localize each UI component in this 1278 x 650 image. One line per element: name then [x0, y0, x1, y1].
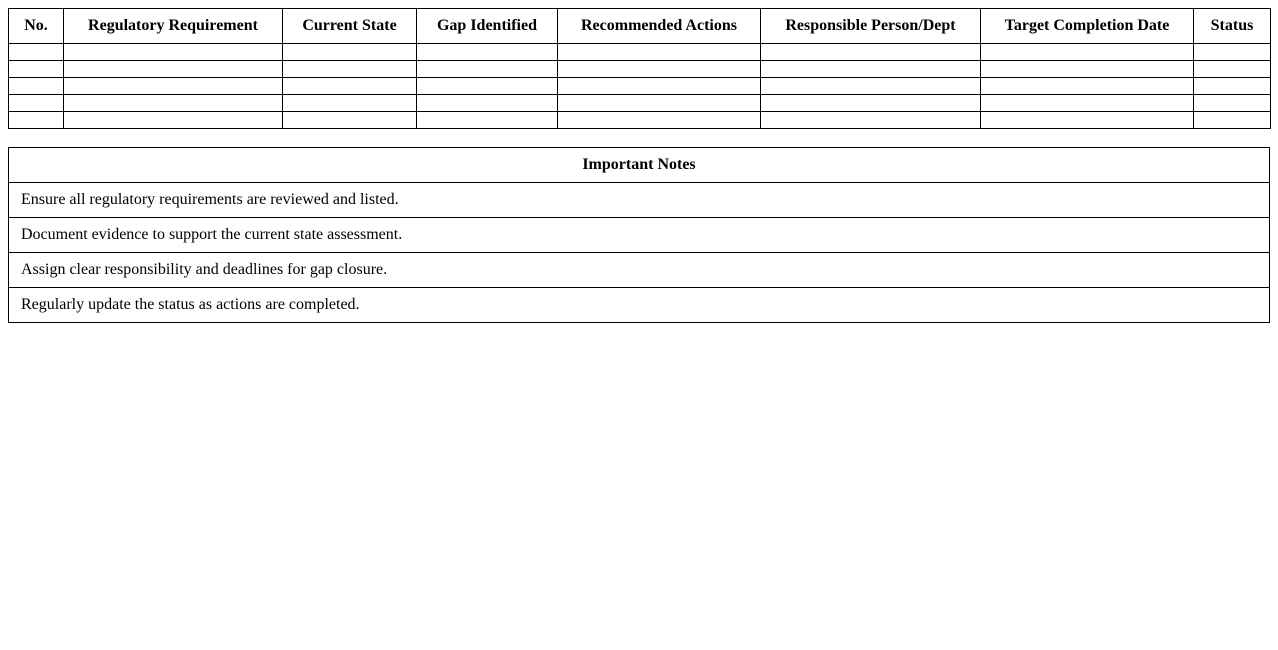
table-cell[interactable] [981, 61, 1194, 78]
header-regulatory-requirement: Regulatory Requirement [64, 9, 283, 44]
table-cell[interactable] [283, 61, 417, 78]
table-row [9, 95, 1271, 112]
table-cell[interactable] [64, 78, 283, 95]
table-cell[interactable] [558, 95, 761, 112]
table-cell[interactable] [64, 95, 283, 112]
table-cell[interactable] [761, 44, 981, 61]
table-cell[interactable] [9, 95, 64, 112]
table-cell[interactable] [9, 44, 64, 61]
gap-analysis-table [8, 8, 1271, 129]
header-current-state: Current State [283, 9, 417, 44]
note-row [9, 288, 1270, 323]
table-cell[interactable] [417, 78, 558, 95]
table-cell[interactable] [417, 44, 558, 61]
table-cell[interactable] [283, 78, 417, 95]
table-row [9, 61, 1271, 78]
table-header-row [9, 9, 1271, 44]
table-row [9, 78, 1271, 95]
note-item: Document evidence to support the current state assessment. [9, 218, 1270, 253]
note-row [9, 218, 1270, 253]
table-cell[interactable] [64, 61, 283, 78]
table-cell[interactable] [981, 112, 1194, 129]
table-cell[interactable] [558, 112, 761, 129]
table-row [9, 112, 1271, 129]
table-cell[interactable] [981, 78, 1194, 95]
header-no: No. [9, 9, 64, 44]
table-cell[interactable] [1194, 112, 1271, 129]
table-cell[interactable] [761, 78, 981, 95]
table-cell[interactable] [761, 95, 981, 112]
table-cell[interactable] [761, 112, 981, 129]
table-row [9, 44, 1271, 61]
table-cell[interactable] [417, 112, 558, 129]
table-cell[interactable] [9, 78, 64, 95]
table-cell[interactable] [64, 112, 283, 129]
note-row [9, 183, 1270, 218]
table-cell[interactable] [64, 44, 283, 61]
note-row [9, 253, 1270, 288]
table-cell[interactable] [417, 95, 558, 112]
notes-header-row [9, 148, 1270, 183]
note-item: Ensure all regulatory requirements are reviewed and listed. [9, 183, 1270, 218]
table-cell[interactable] [1194, 78, 1271, 95]
header-responsible-person: Responsible Person/Dept [761, 9, 981, 44]
table-cell[interactable] [9, 61, 64, 78]
header-gap-identified: Gap Identified [417, 9, 558, 44]
table-cell[interactable] [283, 44, 417, 61]
note-item: Assign clear responsibility and deadlines for gap closure. [9, 253, 1270, 288]
table-cell[interactable] [558, 61, 761, 78]
notes-title: Important Notes [9, 148, 1270, 183]
table-cell[interactable] [981, 95, 1194, 112]
table-cell[interactable] [283, 112, 417, 129]
table-cell[interactable] [1194, 95, 1271, 112]
note-item: Regularly update the status as actions are completed. [9, 288, 1270, 323]
table-cell[interactable] [1194, 61, 1271, 78]
header-recommended-actions: Recommended Actions [558, 9, 761, 44]
header-status: Status [1194, 9, 1271, 44]
table-cell[interactable] [761, 61, 981, 78]
table-cell[interactable] [981, 44, 1194, 61]
important-notes-table [8, 147, 1270, 323]
table-cell[interactable] [283, 95, 417, 112]
table-cell[interactable] [1194, 44, 1271, 61]
table-cell[interactable] [9, 112, 64, 129]
header-target-completion-date: Target Completion Date [981, 9, 1194, 44]
table-cell[interactable] [417, 61, 558, 78]
table-cell[interactable] [558, 44, 761, 61]
table-cell[interactable] [558, 78, 761, 95]
